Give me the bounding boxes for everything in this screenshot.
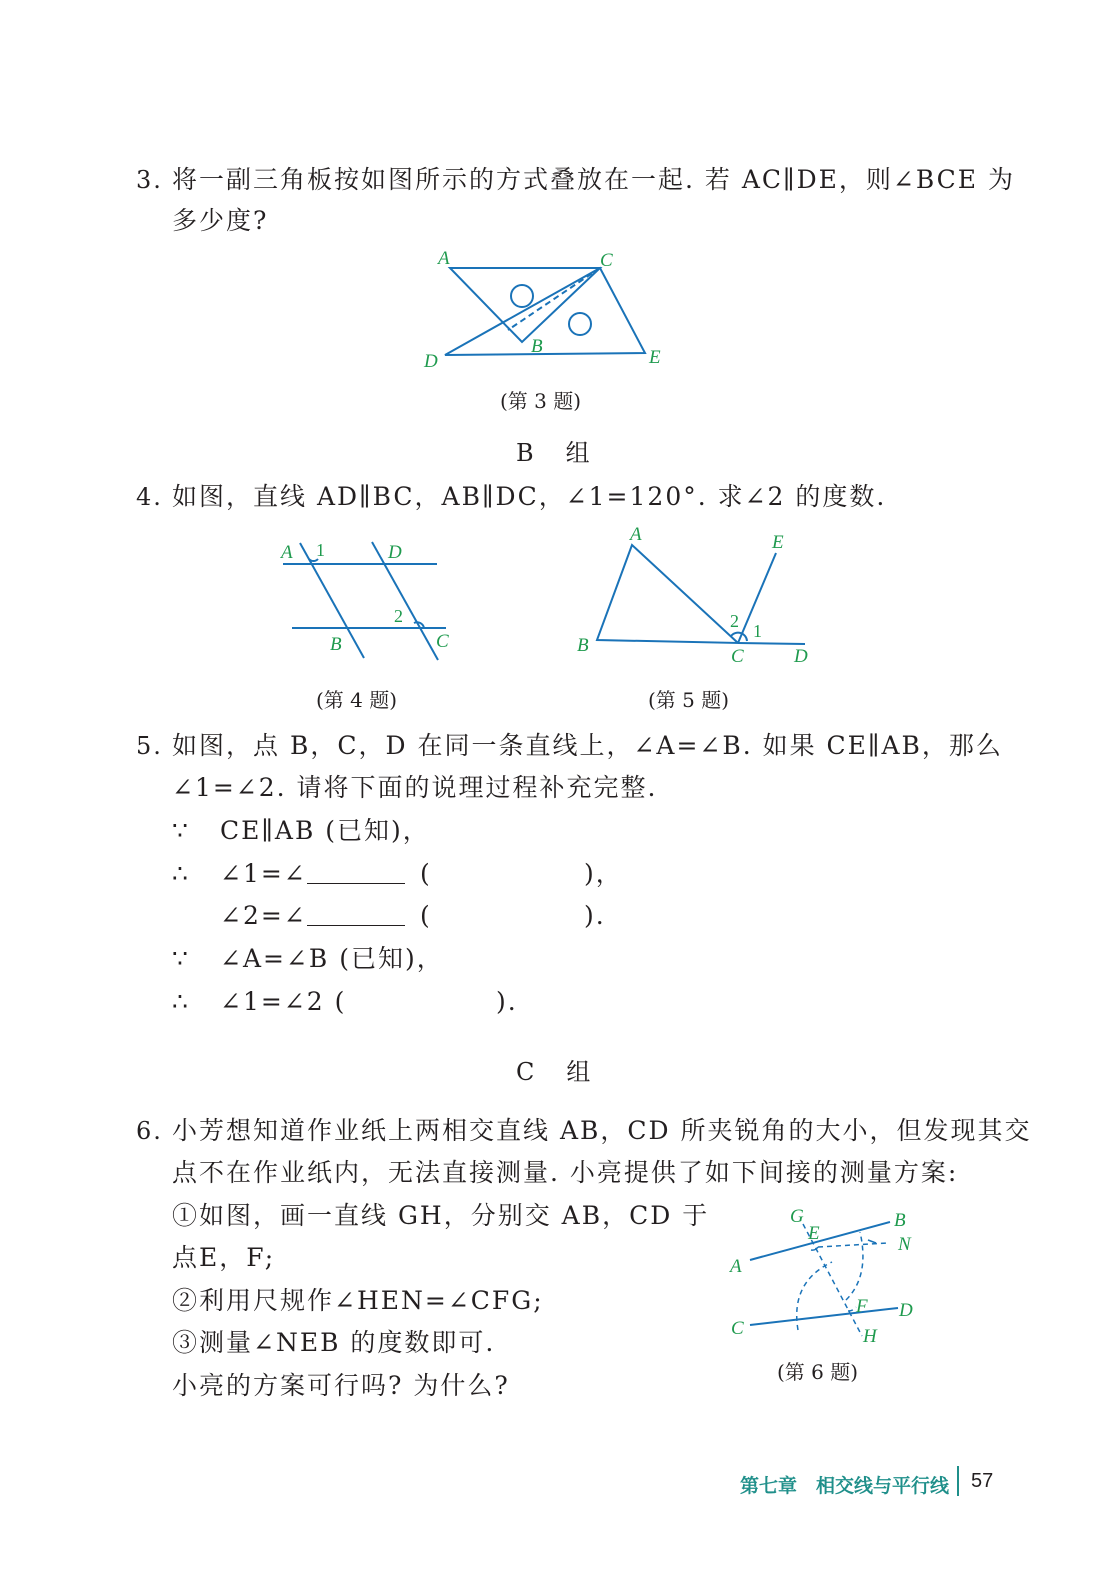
label-D: D — [794, 646, 808, 667]
group-c-heading: C 组 — [516, 1058, 595, 1086]
q5-text-line1: 如图，点 B，C，D 在同一条直线上，∠A=∠B. 如果 CE∥AB，那么 — [172, 731, 1003, 760]
q6-text-line6: ③测量∠NEB 的度数即可. — [172, 1328, 496, 1357]
label-E: E — [772, 532, 784, 553]
q6-text-line4: 点E，F; — [172, 1243, 276, 1272]
label-B: B — [330, 634, 342, 655]
q6-text-line5: ②利用尺规作∠HEN=∠CFG; — [172, 1286, 544, 1315]
arc-angle-f — [848, 1307, 856, 1311]
label-A: A — [730, 1256, 742, 1277]
label-C: C — [436, 631, 449, 652]
page-number: 57 — [971, 1470, 994, 1492]
label-2: 2 — [730, 611, 739, 631]
label-A: A — [438, 248, 450, 269]
label-E: E — [649, 347, 661, 368]
q5-step3-close-paren: ). — [584, 901, 606, 930]
q3-number: 3. — [136, 166, 163, 194]
q3-caption: (第 3 题) — [500, 389, 582, 413]
label-D: D — [388, 542, 402, 563]
label-B: B — [531, 336, 543, 357]
footer-chapter-title: 第七章 相交线与平行线 — [740, 1476, 950, 1497]
q4-number: 4. — [136, 483, 163, 511]
line-cd — [750, 1308, 898, 1325]
q3-text-line2: 多少度? — [172, 206, 269, 235]
q3-text-line1: 将一副三角板按如图所示的方式叠放在一起. 若 AC∥DE，则∠BCE 为 — [172, 165, 1015, 194]
because-symbol-1: ∵ — [172, 816, 190, 845]
therefore-symbol-1: ∴ — [172, 859, 190, 888]
label-F: F — [856, 1296, 868, 1317]
q6-text-line1: 小芳想知道作业纸上两相交直线 AB，CD 所夹锐角的大小，但发现其交 — [172, 1116, 1032, 1145]
label-C: C — [731, 646, 744, 667]
group-b-heading: B 组 — [516, 439, 594, 467]
because-symbol-2: ∵ — [172, 944, 190, 973]
q5-text-line2: ∠1=∠2. 请将下面的说理过程补充完整. — [172, 773, 658, 802]
q5-step2-angle: ∠1=∠ — [220, 859, 307, 888]
label-E: E — [808, 1223, 820, 1244]
q5-step2-close-paren: )， — [584, 859, 623, 888]
q4-text-line1: 如图，直线 AD∥BC，AB∥DC，∠1=120°. 求∠2 的度数. — [172, 482, 887, 511]
label-A: A — [281, 542, 293, 563]
label-C: C — [600, 250, 613, 271]
label-D: D — [899, 1300, 913, 1321]
ray-en — [818, 1243, 888, 1247]
q5-number: 5. — [136, 732, 163, 760]
q6-text-line2: 点不在作业纸内，无法直接测量. 小亮提供了如下间接的测量方案: — [172, 1158, 959, 1187]
label-D: D — [424, 351, 438, 372]
label-1: 1 — [316, 540, 325, 560]
q5-step5: ∠1=∠2 ( — [220, 987, 347, 1016]
q6-text-line7: 小亮的方案可行吗? 为什么? — [172, 1371, 510, 1400]
arc-compass-2 — [846, 1232, 863, 1300]
q5-step3-angle: ∠2=∠ — [220, 901, 307, 930]
q5-step1: CE∥AB (已知)， — [220, 816, 430, 845]
label-B: B — [577, 635, 589, 656]
q6-number: 6. — [136, 1117, 163, 1145]
footer-divider — [957, 1466, 959, 1496]
label-A: A — [630, 524, 642, 545]
q4-caption: (第 4 题) — [316, 688, 398, 712]
q5-step3-open-paren: ( — [420, 901, 432, 930]
label-C: C — [731, 1318, 744, 1339]
q5-step5-close-paren: ). — [496, 987, 518, 1016]
label-B: B — [894, 1210, 906, 1231]
q6-text-line3: ①如图，画一直线 GH，分别交 AB，CD 于 — [172, 1201, 710, 1230]
label-G: G — [790, 1206, 804, 1227]
q5-step2-open-paren: ( — [420, 859, 432, 888]
q5-step4: ∠A=∠B (已知)， — [220, 944, 444, 973]
label-H: H — [863, 1326, 877, 1347]
q5-figure-caption: (第 5 题) — [648, 688, 730, 712]
line-n-tick — [868, 1240, 876, 1243]
label-1: 1 — [753, 621, 762, 641]
label-N: N — [898, 1234, 911, 1255]
q6-caption: (第 6 题) — [777, 1360, 859, 1384]
label-2: 2 — [394, 606, 403, 626]
therefore-symbol-2: ∴ — [172, 987, 190, 1016]
